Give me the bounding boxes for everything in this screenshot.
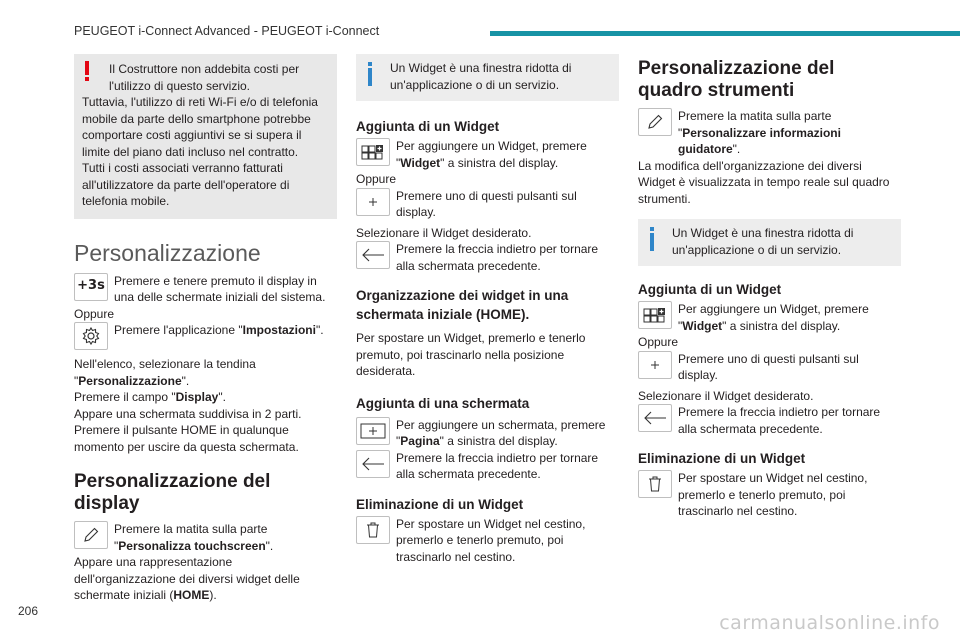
trash-icon [638, 470, 672, 498]
plus-icon [356, 188, 390, 216]
trash-icon [356, 516, 390, 544]
warning-line: Il Costruttore non addebita costi per [109, 62, 300, 76]
instruction-text: Premere il pulsante HOME in qualunque momento per uscire da questa schermata. [74, 423, 299, 454]
pencil-icon [638, 108, 672, 136]
watermark: carmanualsonline.info [719, 612, 940, 634]
section-title: Personalizzazione del display [74, 471, 271, 514]
page-number: 206 [18, 604, 39, 618]
oppure-label: Oppure [638, 335, 679, 349]
instruction-row: Per spostare un Widget nel cestino, premerlo e tenerlo premuto, poi trascinarlo nel cestino. [638, 470, 901, 520]
section-title: Eliminazione di un Widget [638, 451, 806, 466]
instruction-text: Per spostare un Widget, premerlo e tenerlo premuto, poi trascinarlo nella posizione desiderata. [356, 331, 586, 378]
pencil-icon [74, 521, 108, 549]
back-arrow-icon [356, 450, 390, 478]
instruction-text: Premere il campo "Display". [74, 390, 226, 404]
instruction-row: Per aggiungere un Widget, premere "Widget" a sinistra del display. [638, 301, 901, 334]
instruction-row: Premere la freccia indietro per tornare alla schermata precedente. [638, 404, 901, 437]
column-2 [356, 54, 619, 565]
instruction-row: Per aggiungere un Widget, premere "Widget" a sinistra del display. [356, 138, 619, 171]
gear-icon [74, 322, 108, 350]
hold-3s-icon: +3s [74, 273, 108, 301]
instruction-text: Nell'elenco, selezionare la tendina "Personalizzazione". [74, 357, 256, 388]
instruction-row: Per aggiungere un schermata, premere "Pagina" a sinistra del display. [356, 417, 619, 450]
info-box: Un Widget è una finestra ridotta di un'applicazione o di un servizio. [638, 219, 901, 266]
instruction-row: Per spostare un Widget nel cestino, premerlo e tenerlo premuto, poi trascinarlo nel cestino. [356, 516, 619, 566]
section-title: Aggiunta di un Widget [638, 282, 782, 297]
section-title: Organizzazione dei widget in una schermata iniziale (HOME). [356, 288, 569, 322]
instruction-row [74, 273, 337, 306]
info-icon [367, 62, 373, 86]
instruction-text: Appare una rappresentazione dell'organizzazione dei diversi widget delle schermate iniziali (HOME). [74, 555, 300, 602]
column-1 [74, 54, 337, 604]
running-header: PEUGEOT i-Connect Advanced - PEUGEOT i-Connect [74, 24, 380, 38]
instruction-text: La modifica dell'organizzazione dei diversi Widget è visualizzata in tempo reale sul quadro strumenti. [638, 158, 890, 206]
warning-line: mobile da parte dello smartphone potrebbe [82, 111, 311, 126]
warning-icon [84, 61, 90, 81]
instruction-text: Selezionare il Widget desiderato. [356, 225, 532, 240]
widget-grid-icon [356, 138, 390, 166]
section-title: Aggiunta di una schermata [356, 395, 530, 411]
instruction-row: Premere la matita sulla parte "Personalizzare informazioni guidatore". [638, 108, 901, 158]
warning-line: limite del piano dati incluso nel contratto. [82, 144, 299, 159]
info-icon [649, 227, 655, 251]
section-title: Personalizzazione del quadro strumenti [638, 58, 835, 101]
instruction-row: Premere uno di questi pulsanti sul display. [638, 351, 901, 384]
section-title: Personalizzazione [74, 239, 261, 266]
instruction-text: Premere e tenere premuto il display in una delle schermate iniziali del sistema. [114, 273, 326, 304]
back-arrow-icon [356, 241, 390, 269]
instruction-row: Premere la matita sulla parte "Personalizza touchscreen". [74, 521, 337, 554]
instruction-text: Selezionare il Widget desiderato. [638, 388, 814, 403]
warning-box [74, 54, 337, 219]
section-title: Eliminazione di un Widget [356, 496, 524, 512]
header-accent-bar [490, 31, 960, 36]
warning-line: all'utilizzatore da parte dell'operatore di [82, 177, 290, 192]
warning-line: Tutti i costi associati verranno fatturati [82, 161, 283, 175]
section-title: Aggiunta di un Widget [356, 119, 500, 134]
instruction-row: Premere l'applicazione "Impostazioni". [74, 322, 337, 350]
instruction-row: Premere la freccia indietro per tornare alla schermata precedente. [356, 450, 619, 483]
instruction-text: Appare una schermata suddivisa in 2 parti. [74, 406, 302, 421]
widget-grid-icon [638, 301, 672, 329]
warning-line: Tuttavia, l'utilizzo di reti Wi-Fi e/o di telefonia [82, 95, 318, 109]
warning-line: telefonia mobile. [82, 194, 170, 208]
instruction-row: Premere uno di questi pulsanti sul display. [356, 188, 619, 221]
add-page-icon [356, 417, 390, 445]
instruction-row: Premere la freccia indietro per tornare alla schermata precedente. [356, 241, 619, 274]
oppure-label: Oppure [356, 172, 397, 186]
plus-icon [638, 351, 672, 379]
oppure-label: Oppure [74, 306, 115, 321]
column-3 [638, 54, 901, 520]
back-arrow-icon [638, 404, 672, 432]
warning-line: comportare costi aggiuntivi se si supera il [82, 128, 302, 142]
warning-line: l'utilizzo di questo servizio. [109, 78, 251, 93]
info-box: Un Widget è una finestra ridotta di un'applicazione o di un servizio. [356, 54, 619, 101]
